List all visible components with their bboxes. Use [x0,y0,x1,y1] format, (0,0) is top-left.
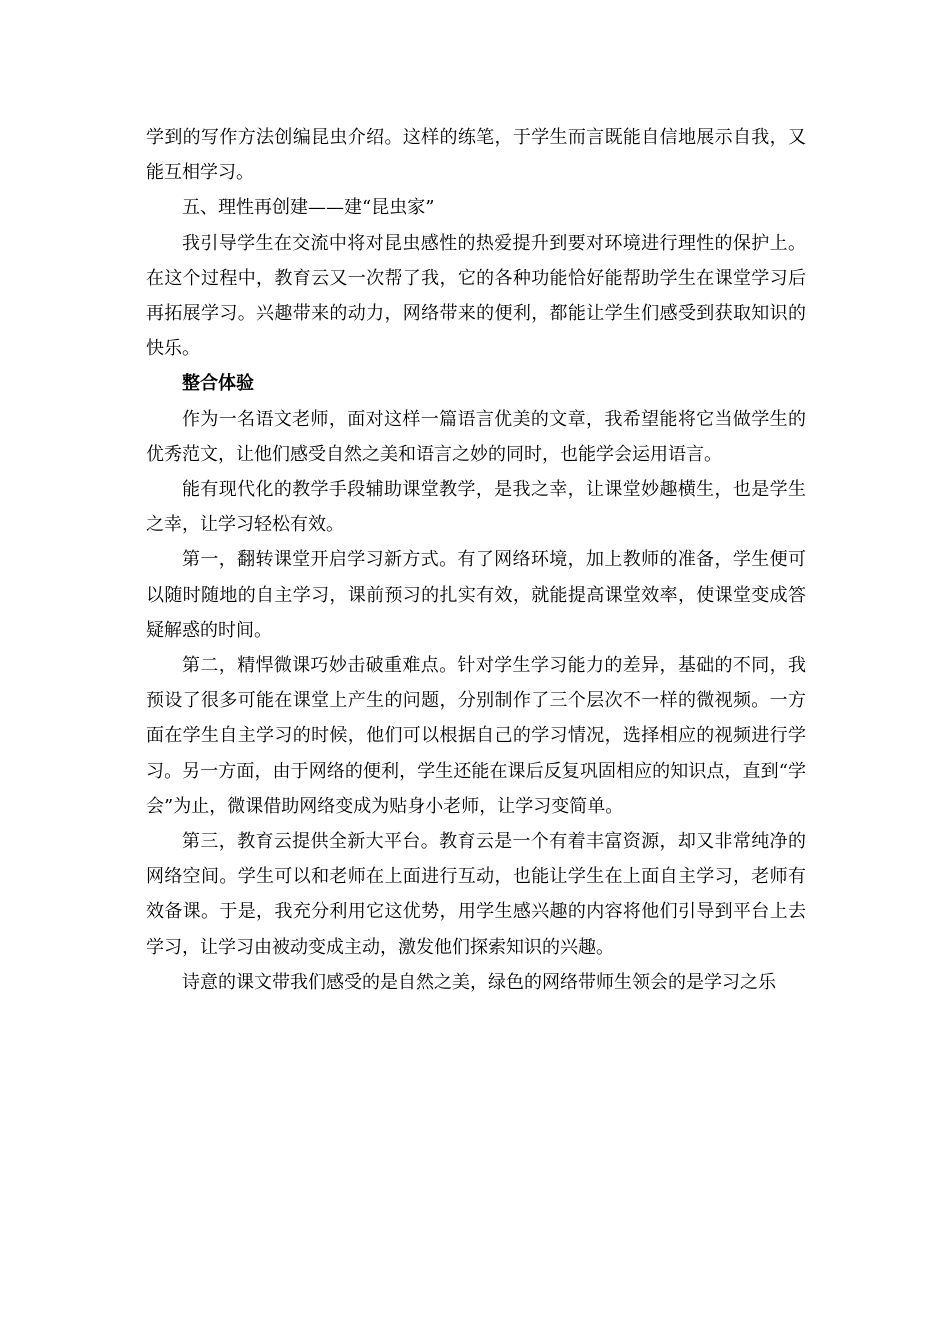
section-heading-five: 五、理性再创建——建“昆虫家” [182,197,435,219]
paragraph-teacher-intro: 作为一名语文老师，面对这样一篇语言优美的文章，我希望能将它当做学生的优秀范文，让他们感受自然之美和语言之妙的同时，也能学会运用语言。 [146,408,806,465]
paragraph-modern-methods: 能有现代化的教学手段辅助课堂教学，是我之幸，让课堂妙趣横生，也是学生之幸，让学习轻松有效。 [146,479,806,536]
paragraph-point-one: 第一，翻转课堂开启学习新方式。有了网络环境，加上教师的准备，学生便可以随时随地的自主学习，课前预习的扎实有效，就能提高课堂效率，使课堂变成答疑解惑的时间。 [146,549,806,641]
document-page [146,120,806,1000]
paragraph-closing: 诗意的课文带我们感受的是自然之美，绿色的网络带师生领会的是学习之乐 [182,971,776,993]
paragraph-continuation: 学到的写作方法创编昆虫介绍。这样的练笔，于学生而言既能自信地展示自我，又能互相学习。 [146,127,806,184]
paragraph-point-three: 第三，教育云提供全新大平台。教育云是一个有着丰富资源，却又非常纯净的网络空间。学生可以和老师在上面进行互动，也能让学生在上面自主学习，老师有效备课。于是，我充分利用它这优势，用学生感兴趣的内容将他们引导到平台上去学习，让学习由被动变成主动，激发他们探索知识的兴趣。 [146,831,806,958]
section-heading-integration: 整合体验 [182,373,254,395]
paragraph-point-two: 第二，精悍微课巧妙击破重难点。针对学生学习能力的差异，基础的不同，我预设了很多可能在课堂上产生的问题，分别制作了三个层次不一样的微视频。一方面在学生自主学习的时候，他们可以根据自己的学习情况，选择相应的视频进行学习。另一方面，由于网络的便利，学生还能在课后反复巩固相应的知识点，直到“学会”为止，微课借助网络变成为贴身小老师，让学习变简单。 [146,655,806,817]
paragraph-reflection: 我引导学生在交流中将对昆虫感性的热爱提升到要对环境进行理性的保护上。在这个过程中，教育云又一次帮了我，它的各种功能恰好能帮助学生在课堂学习后再拓展学习。兴趣带来的动力，网络带来的便利，都能让学生们感受到获取知识的快乐。 [146,232,806,360]
